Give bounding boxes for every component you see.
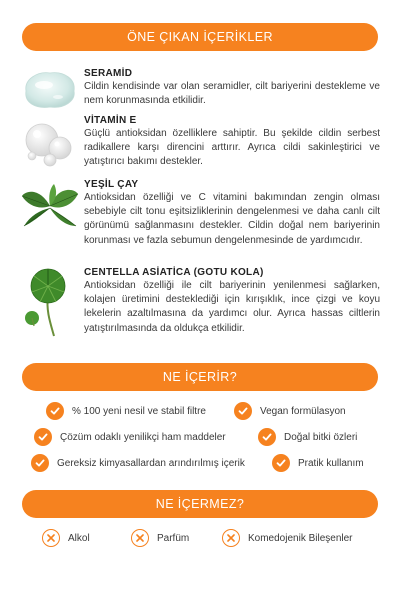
excludes-item-label: Alkol (68, 532, 90, 544)
check-icon (258, 428, 276, 446)
check-icon (31, 454, 49, 472)
section-title: ÖNE ÇIKAN İÇERİKLER (127, 30, 273, 44)
contains-item-label: Gereksiz kimyasallardan arındırılmış içerik (57, 457, 245, 469)
check-icon (46, 402, 64, 420)
contains-item-label: Vegan formülasyon (260, 405, 346, 417)
section-title: NE İÇERMEZ? (155, 497, 245, 511)
section-header-excludes (22, 490, 378, 518)
centella-leaf-icon (20, 266, 80, 326)
ingredient-description: Antioksidan özelliği ile cilt bariyerinin yenilenmesi sağlarken, kolajen üretimini desteklediği için kırışıklık, ince çizgi ve koyu lekelerin azaltılmasına da yardımcı olur. Ayrıca hassas ciltlerin yatıştırılmasında da oldukça etkilidir. (84, 280, 380, 334)
contains-item-label: % 100 yeni nesil ve stabil filtre (72, 405, 206, 417)
section-header-contains (22, 363, 378, 391)
green-tea-leaves-icon (20, 182, 80, 242)
ingredient-name: YEŞİL ÇAY (84, 179, 139, 190)
excludes-item-label: Komedojenik Bileşenler (248, 532, 353, 544)
vitamin-e-drops-icon (20, 118, 80, 178)
contains-item-label: Çözüm odaklı yenilikçi ham maddeler (60, 431, 226, 443)
check-icon (272, 454, 290, 472)
check-icon (234, 402, 252, 420)
contains-item-label: Doğal bitki özleri (284, 431, 358, 443)
contains-item (272, 454, 364, 472)
ingredient-name: CENTELLA ASİATİCA (GOTU KOLA) (84, 267, 264, 278)
excludes-item (131, 529, 189, 547)
section-header-highlights (22, 23, 378, 51)
excludes-item (222, 529, 353, 547)
excludes-item (42, 529, 90, 547)
section-title: NE İÇERİR? (162, 370, 238, 384)
ingredient-description: Antioksidan özelliği ve C vitamini bakımından zengin olması sebebiyle cilt tonu eşitsizliklerinin dengelenmesi ve daha canlı cilt görünümü sağlanmasını destekler. Cildin doğal nem bariyerinin korunması ve fazla sebumun dengelenmesinde de yardımcıdır. (84, 192, 380, 246)
excludes-item-label: Parfüm (157, 532, 190, 544)
cross-icon (42, 529, 60, 547)
cross-icon (222, 529, 240, 547)
contains-item (46, 402, 206, 420)
ingredient-description: Cildin kendisinde var olan seramidler, cilt bariyerini destekleme ve nem korunmasında etkilidir. (84, 81, 380, 107)
contains-item (258, 428, 357, 446)
ingredient-name: VİTAMİN E (84, 115, 137, 126)
ingredient-description: Güçlü antioksidan özelliklere sahiptir. Bu şekilde cildin serbest radikallere karşı direncini arttırır. Ayrıca cildi sakinleştirici ve yatıştırıcı bakımı destekler. (84, 128, 380, 168)
cross-icon (131, 529, 149, 547)
contains-item-label: Pratik kullanım (298, 457, 364, 469)
check-icon (34, 428, 52, 446)
contains-item (31, 454, 245, 472)
contains-item (234, 402, 346, 420)
contains-item (34, 428, 226, 446)
ingredient-name: SERAMİD (84, 68, 133, 79)
